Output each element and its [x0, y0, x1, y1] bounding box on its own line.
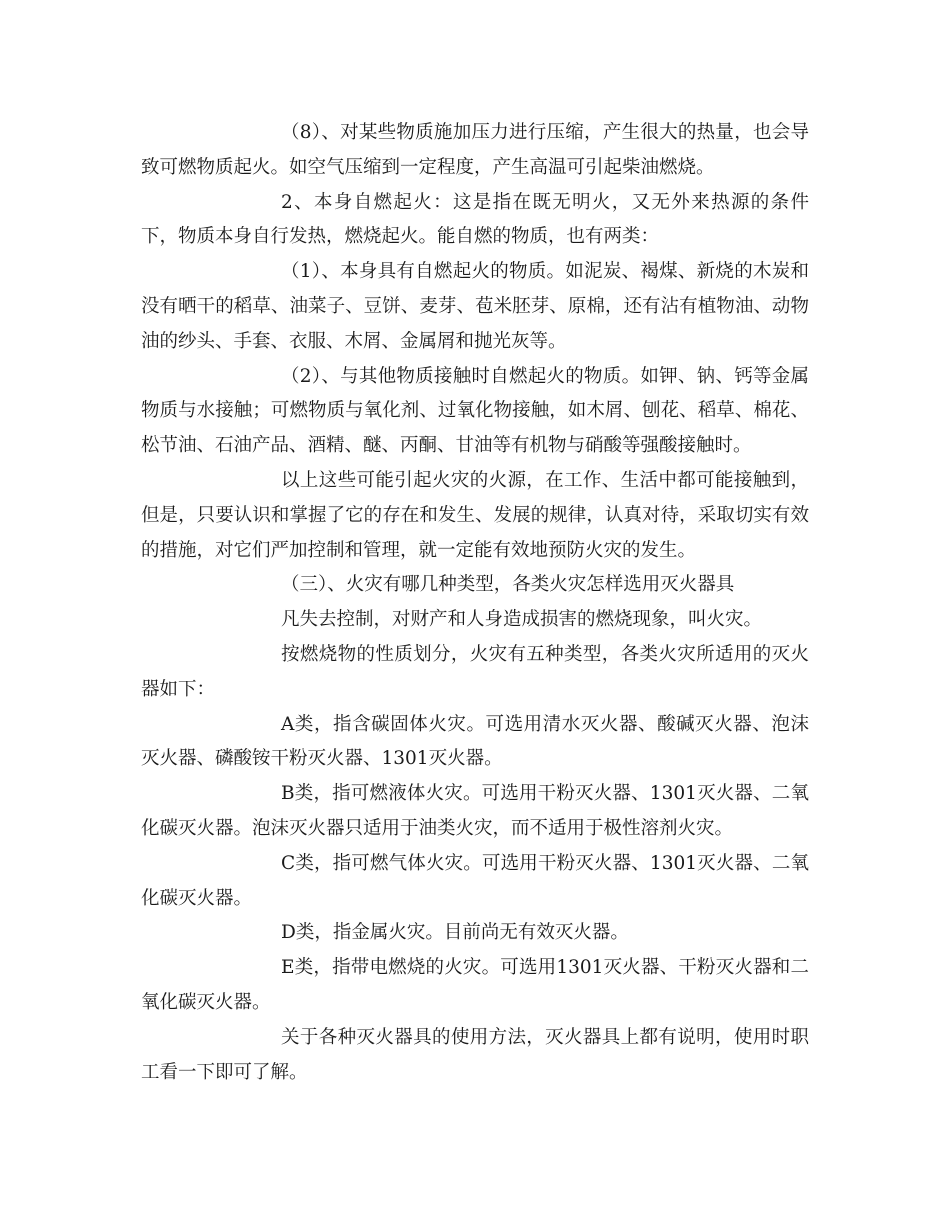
section-heading-fire-types: （三）、火灾有哪几种类型，各类火灾怎样选用灭火器具 [281, 574, 735, 596]
paragraph-spontaneous-combustion: 2、本身自燃起火：这是指在既无明火，又无外来热源的条件下，物质本身自行发热，燃烧起火。能自燃的物质，也有两类： [141, 191, 809, 248]
paragraph-class-d-fire: D类，指金属火灾。目前尚无有效灭火器。 [281, 922, 629, 944]
paragraph-self-igniting-substances: （1）、本身具有自燃起火的物质。如泥炭、褐煤、新烧的木炭和没有晒干的稻草、油菜子、豆饼、麦芽、苞米胚芽、原棉，还有沾有植物油、动物油的纱头、手套、衣服、木屑、金属屑和抛光灰等。 [141, 261, 809, 352]
paragraph-class-b-fire: B类，指可燃液体火灾。可选用干粉灭火器、1301灭火器、二氧化碳灭火器。泡沫灭火器只适用于油类火灾，而不适用于极性溶剂火灾。 [141, 783, 809, 839]
paragraph-extinguisher-usage: 关于各种灭火器具的使用方法，灭火器具上都有说明，使用时职工看一下即可了解。 [141, 1026, 809, 1083]
paragraph-fire-definition: 凡失去控制，对财产和人身造成损害的燃烧现象，叫火灾。 [281, 609, 763, 631]
paragraph-contact-igniting-substances: （2）、与其他物质接触时自燃起火的物质。如钾、钠、钙等金属物质与水接触；可燃物质与氧化剂、过氧化物接触，如木屑、刨花、稻草、棉花、松节油、石油产品、酒精、醚、丙酮、甘油等有机物与硝酸等强酸接触时。 [141, 365, 809, 457]
paragraph-fire-classification-intro: 按燃烧物的性质划分，火灾有五种类型，各类火灾所适用的灭火器如下： [141, 643, 809, 700]
document-body [141, 116, 809, 1090]
paragraph-class-c-fire: C类，指可燃气体火灾。可选用干粉灭火器、1301灭火器、二氧化碳灭火器。 [141, 852, 809, 909]
paragraph-class-a-fire: A类，指含碳固体火灾。可选用清水灭火器、酸碱灭火器、泡沫灭火器、磷酸铵干粉灭火器、1301灭火器。 [141, 713, 809, 770]
paragraph-class-e-fire: E类，指带电燃烧的火灾。可选用1301灭火器、干粉灭火器和二氧化碳灭火器。 [141, 957, 809, 1013]
paragraph-fire-source-summary: 以上这些可能引起火灾的火源，在工作、生活中都可能接触到，但是，只要认识和掌握了它的存在和发生、发展的规律，认真对待，采取切实有效的措施，对它们严加控制和管理，就一定能有效地预防火灾的发生。 [141, 469, 809, 561]
paragraph-compression-ignition: （8）、对某些物质施加压力进行压缩，产生很大的热量，也会导致可燃物质起火。如空气压缩到一定程度，产生高温可引起柴油燃烧。 [141, 122, 809, 178]
